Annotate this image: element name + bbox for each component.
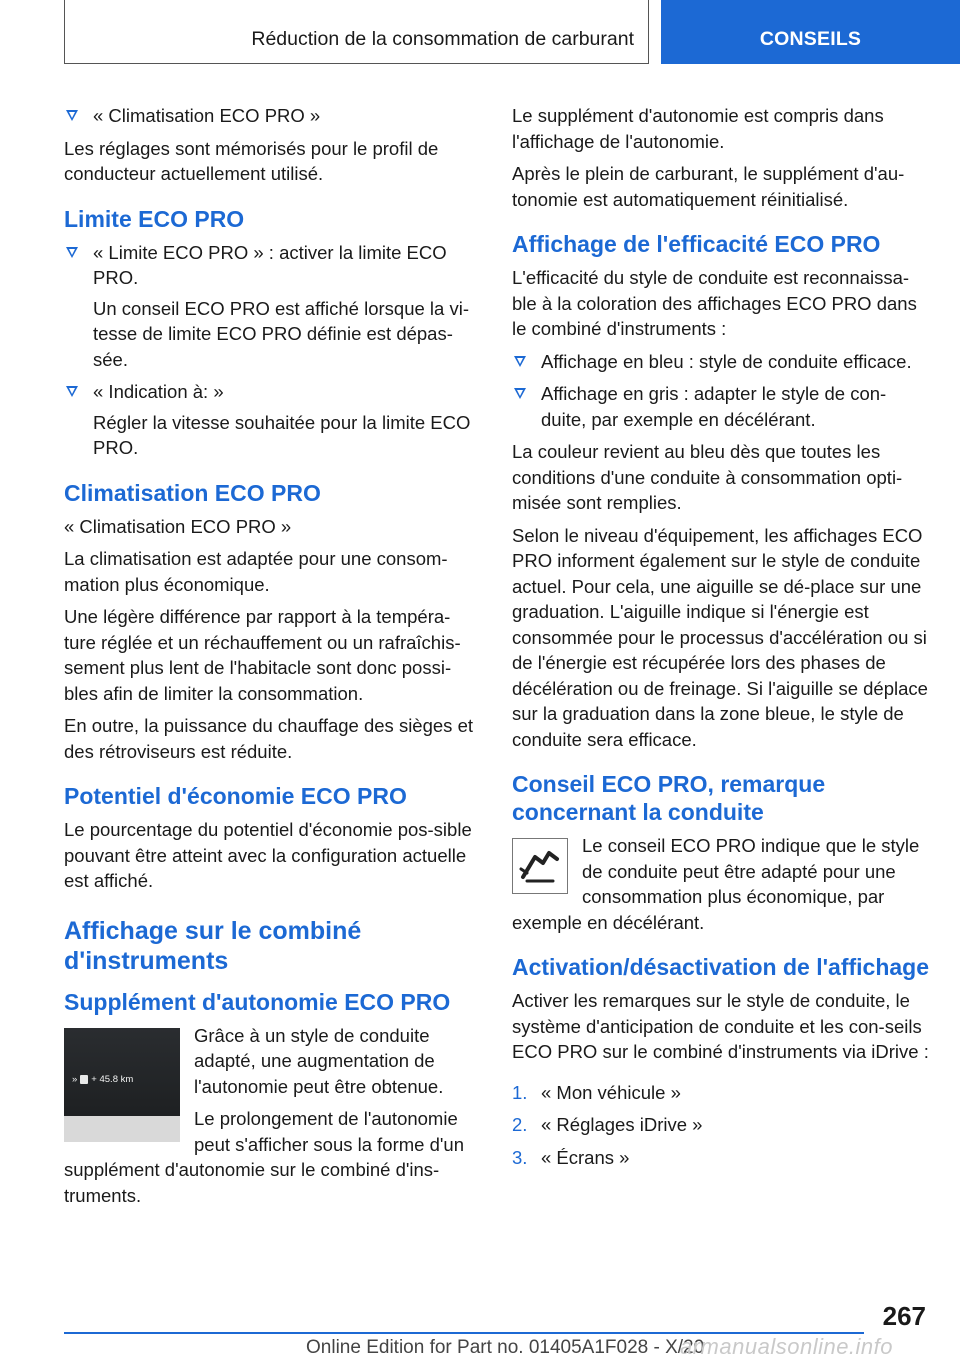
bullet-text: Affichage en gris : adapter le style de con‐duite, par exemple en décélérant.	[541, 383, 887, 430]
triangle-down-icon	[66, 247, 78, 258]
range-display-screen	[64, 1028, 180, 1142]
paragraph: Selon le niveau d'équipement, les affichages ECO PRO informent également sur le style de conduite actuel. Pour cela, une aiguille se dé‐place sur une graduation. L'aiguille indique si l'énergie est consommée pour le processus d'accélération ou si de l'énergie est récupérée lors des phases de décélération ou de freinage. Si l'aiguille se déplace sur la graduation dans la zone bleue, le style de conduite sera efficace.	[512, 524, 928, 750]
list-item	[512, 1112, 930, 1138]
paragraph: Une légère différence par rapport à la tempéra‐ture réglée et un réchauffement ou un rafraîchis‐sement plus lent de l'habitacle sont donc possi‐bles afin de limiter la consommation.	[64, 606, 461, 704]
list-item	[512, 381, 930, 432]
heading-limite: Limite ECO PRO	[64, 205, 245, 232]
bullet-text: « Indication à: »	[93, 381, 224, 402]
list-item	[512, 349, 930, 375]
range-display-image	[64, 1028, 180, 1142]
heading-supplement: Supplément d'autonomie ECO PRO	[64, 988, 451, 1015]
step-number: 3.	[512, 1146, 528, 1168]
page-number: 267	[882, 1301, 926, 1331]
header-title: Réduction de la consommation de carburant	[251, 28, 634, 50]
paragraph: Le conseil ECO PRO indique que le style de conduite peut être adapté pour une consommation plus économique, par exemple en décélérant.	[512, 835, 920, 933]
eco-pro-hint-icon	[512, 838, 568, 894]
paragraph: « Climatisation ECO PRO »	[64, 515, 292, 537]
paragraph: La couleur revient au bleu dès que toutes les conditions d'une conduite à consommation opti‐misée sont remplies.	[512, 441, 903, 513]
heading-activation: Activation/désactivation de l'affichage	[512, 954, 930, 980]
paragraph: En outre, la puissance du chauffage des sièges et des rétroviseurs est réduite.	[64, 715, 473, 762]
step-number: 1.	[512, 1081, 528, 1103]
header-title-box	[64, 0, 649, 64]
hint-image	[512, 838, 568, 894]
right-column	[512, 103, 930, 1177]
left-column	[64, 103, 480, 1215]
heading-potentiel: Potentiel d'économie ECO PRO	[64, 783, 407, 809]
range-value: + 45.8 km	[91, 1073, 134, 1085]
paragraph: Les réglages sont mémorisés pour le profil de conducteur actuellement utilisé.	[64, 137, 439, 184]
list-item	[64, 379, 480, 461]
paragraph: Le pourcentage du potentiel d'économie pos‐sible pouvant être atteint avec la configuration actuelle est affiché.	[64, 819, 472, 891]
step-text: « Écrans »	[541, 1146, 630, 1168]
paragraph: La climatisation est adaptée pour une consom‐mation plus économique.	[64, 548, 448, 595]
triangle-down-icon	[66, 110, 78, 121]
range-display-row	[72, 1074, 133, 1085]
paragraph: Le prolongement de l'autonomie peut s'afficher sous la forme d'un supplément d'autonomie sur le combiné d'ins‐truments.	[64, 1108, 464, 1206]
triangle-down-icon	[66, 386, 78, 397]
section-tag-label: CONSEILS	[759, 28, 862, 50]
heading-conseil: Conseil ECO PRO, remarque concernant la conduite	[512, 771, 826, 825]
section-tag	[661, 0, 960, 64]
step-text: « Réglages iDrive »	[541, 1114, 703, 1135]
watermark: armanualsonline.info	[680, 1334, 894, 1359]
heading-combine: Affichage sur le combiné d'instruments	[64, 916, 362, 975]
paragraph: Après le plein de carburant, le supplément d'au‐tonomie est automatiquement réinitialisé.	[512, 163, 905, 210]
list-item	[512, 1145, 930, 1171]
bullet-text: « Limite ECO PRO » : activer la limite ECO PRO.	[93, 241, 447, 288]
bullet-text: Affichage en bleu : style de conduite efficace.	[541, 350, 912, 372]
edition-text: Online Edition for Part no. 01405A1F028 - X/20	[306, 1337, 705, 1358]
list-item	[64, 103, 480, 129]
bullet-subtext: Un conseil ECO PRO est affiché lorsque la vi‐tesse de limite ECO PRO définie est dépas‐sée.	[93, 297, 469, 370]
page-header	[0, 0, 960, 64]
paragraph: Le supplément d'autonomie est compris dans l'affichage de l'autonomie.	[512, 105, 884, 152]
heading-climatisation: Climatisation ECO PRO	[64, 479, 321, 506]
list-item	[512, 1080, 930, 1106]
bullet-text: « Climatisation ECO PRO »	[93, 105, 321, 126]
bullet-subtext: Régler la vitesse souhaitée pour la limite ECO PRO.	[93, 411, 471, 458]
step-number: 2.	[512, 1114, 528, 1135]
triangle-down-icon	[514, 356, 526, 367]
triangle-down-icon	[514, 388, 526, 399]
paragraph: Activer les remarques sur le style de conduite, le système d'anticipation de conduite et les con‐seils ECO PRO sur le combiné d'instruments via iDrive :	[512, 990, 929, 1062]
list-item	[64, 240, 480, 373]
double-chevron-icon: »	[72, 1073, 78, 1085]
heading-efficacite: Affichage de l'efficacité ECO PRO	[512, 231, 881, 257]
fuel-pump-icon	[80, 1075, 88, 1084]
step-text: « Mon véhicule »	[541, 1081, 681, 1103]
paragraph: Grâce à un style de conduite adapté, une augmentation de l'autonomie peut être obtenue.	[194, 1024, 444, 1097]
paragraph: L'efficacité du style de conduite est reconnaissa‐ble à la coloration des affichages ECO PRO dans le combiné d'instruments :	[512, 267, 917, 339]
foot-pedal-icon	[513, 839, 566, 892]
